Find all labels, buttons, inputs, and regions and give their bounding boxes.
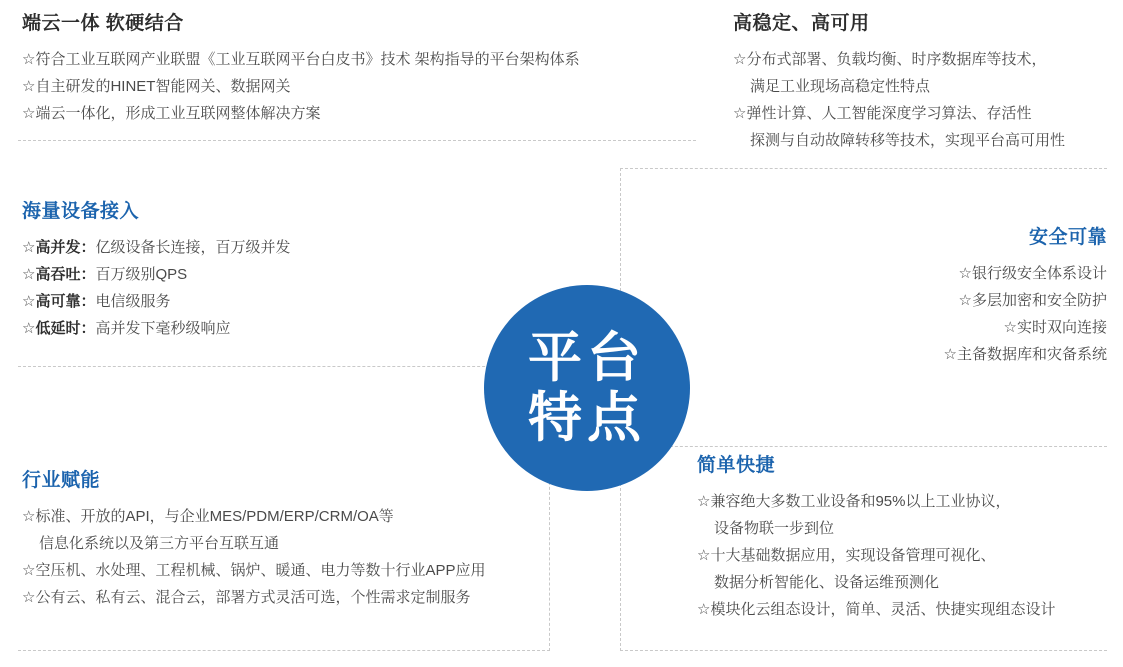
block-simple-fast-title: 简单快捷 <box>697 455 776 476</box>
block-secure-reliable-row-3: ☆主备数据库和灾备系统 <box>943 346 1107 363</box>
block-secure-reliable-row-2: ☆实时双向连接 <box>1003 319 1107 336</box>
block-high-stability-title: 高稳定、高可用 <box>733 13 870 34</box>
block-high-stability-row-3: 探测与自动故障转移等技术，实现平台高可用性 <box>750 132 1066 149</box>
block-industry-empowerment-row-1: 信息化系统以及第三方平台互联互通 <box>39 535 280 552</box>
block-massive-device-access-row-0: ☆高并发：亿级设备长连接，百万级并发 <box>22 239 291 256</box>
block-simple-fast-row-4: ☆模块化云组态设计，简单、灵活、快捷实现组态设计 <box>697 601 1056 618</box>
block-industry-empowerment <box>22 465 542 611</box>
block-end-cloud-row-0: ☆符合工业互联网产业联盟《工业互联网平台白皮书》技术 架构指导的平台架构体系 <box>22 51 580 68</box>
block-simple-fast <box>697 450 1117 623</box>
block-high-stability-row-0: ☆分布式部署、负载均衡、时序数据库等技术， <box>733 51 1047 68</box>
block-industry-empowerment-row-0: ☆标准、开放的API，与企业MES/PDM/ERP/CRM/OA等 <box>22 508 394 525</box>
block-high-stability <box>733 8 1123 154</box>
block-simple-fast-row-0: ☆兼容绝大多数工业设备和95%以上工业协议， <box>697 493 1011 510</box>
block-secure-reliable-row-1: ☆多层加密和安全防护 <box>958 292 1107 309</box>
block-simple-fast-row-3: 数据分析智能化、设备运维预测化 <box>714 574 940 591</box>
divider-right-bottom <box>620 650 1107 651</box>
block-end-cloud-row-1: ☆自主研发的HINET智能网关、数据网关 <box>22 78 291 95</box>
center-badge-line1: 平台 <box>528 327 646 388</box>
center-badge <box>484 285 690 491</box>
divider-bottom-left <box>18 650 550 651</box>
divider-middle-left <box>18 366 550 367</box>
block-secure-reliable-title: 安全可靠 <box>1028 227 1107 248</box>
block-massive-device-access-row-2: ☆高可靠：电信级服务 <box>22 293 171 310</box>
block-industry-empowerment-title: 行业赋能 <box>22 470 101 491</box>
block-simple-fast-row-2: ☆十大基础数据应用，实现设备管理可视化、 <box>697 547 996 564</box>
block-industry-empowerment-row-2: ☆空压机、水处理、工程机械、锅炉、暖通、电力等数十行业APP应用 <box>22 562 486 579</box>
divider-right-top <box>620 168 1107 169</box>
block-end-cloud-row-2: ☆端云一体化，形成工业互联网整体解决方案 <box>22 105 321 122</box>
block-end-cloud <box>22 8 692 127</box>
block-high-stability-row-2: ☆弹性计算、人工智能深度学习算法、存活性 <box>733 105 1032 122</box>
block-end-cloud-title: 端云一体 软硬结合 <box>22 13 184 34</box>
divider-top-left <box>18 140 696 141</box>
divider-right-middle <box>620 446 1107 447</box>
block-massive-device-access-row-3: ☆低延时：高并发下毫秒级响应 <box>22 320 231 337</box>
center-badge-line2: 特点 <box>528 388 646 448</box>
block-industry-empowerment-row-3: ☆公有云、私有云、混合云，部署方式灵活可选，个性需求定制服务 <box>22 589 471 606</box>
block-massive-device-access <box>22 196 502 342</box>
block-massive-device-access-title: 海量设备接入 <box>22 201 140 222</box>
block-secure-reliable <box>707 222 1107 368</box>
block-high-stability-row-1: 满足工业现场高稳定性特点 <box>750 78 931 95</box>
block-secure-reliable-row-0: ☆银行级安全体系设计 <box>958 265 1107 282</box>
block-simple-fast-row-1: 设备物联一步到位 <box>714 520 835 537</box>
block-massive-device-access-row-1: ☆高吞吐：百万级别QPS <box>22 266 188 283</box>
